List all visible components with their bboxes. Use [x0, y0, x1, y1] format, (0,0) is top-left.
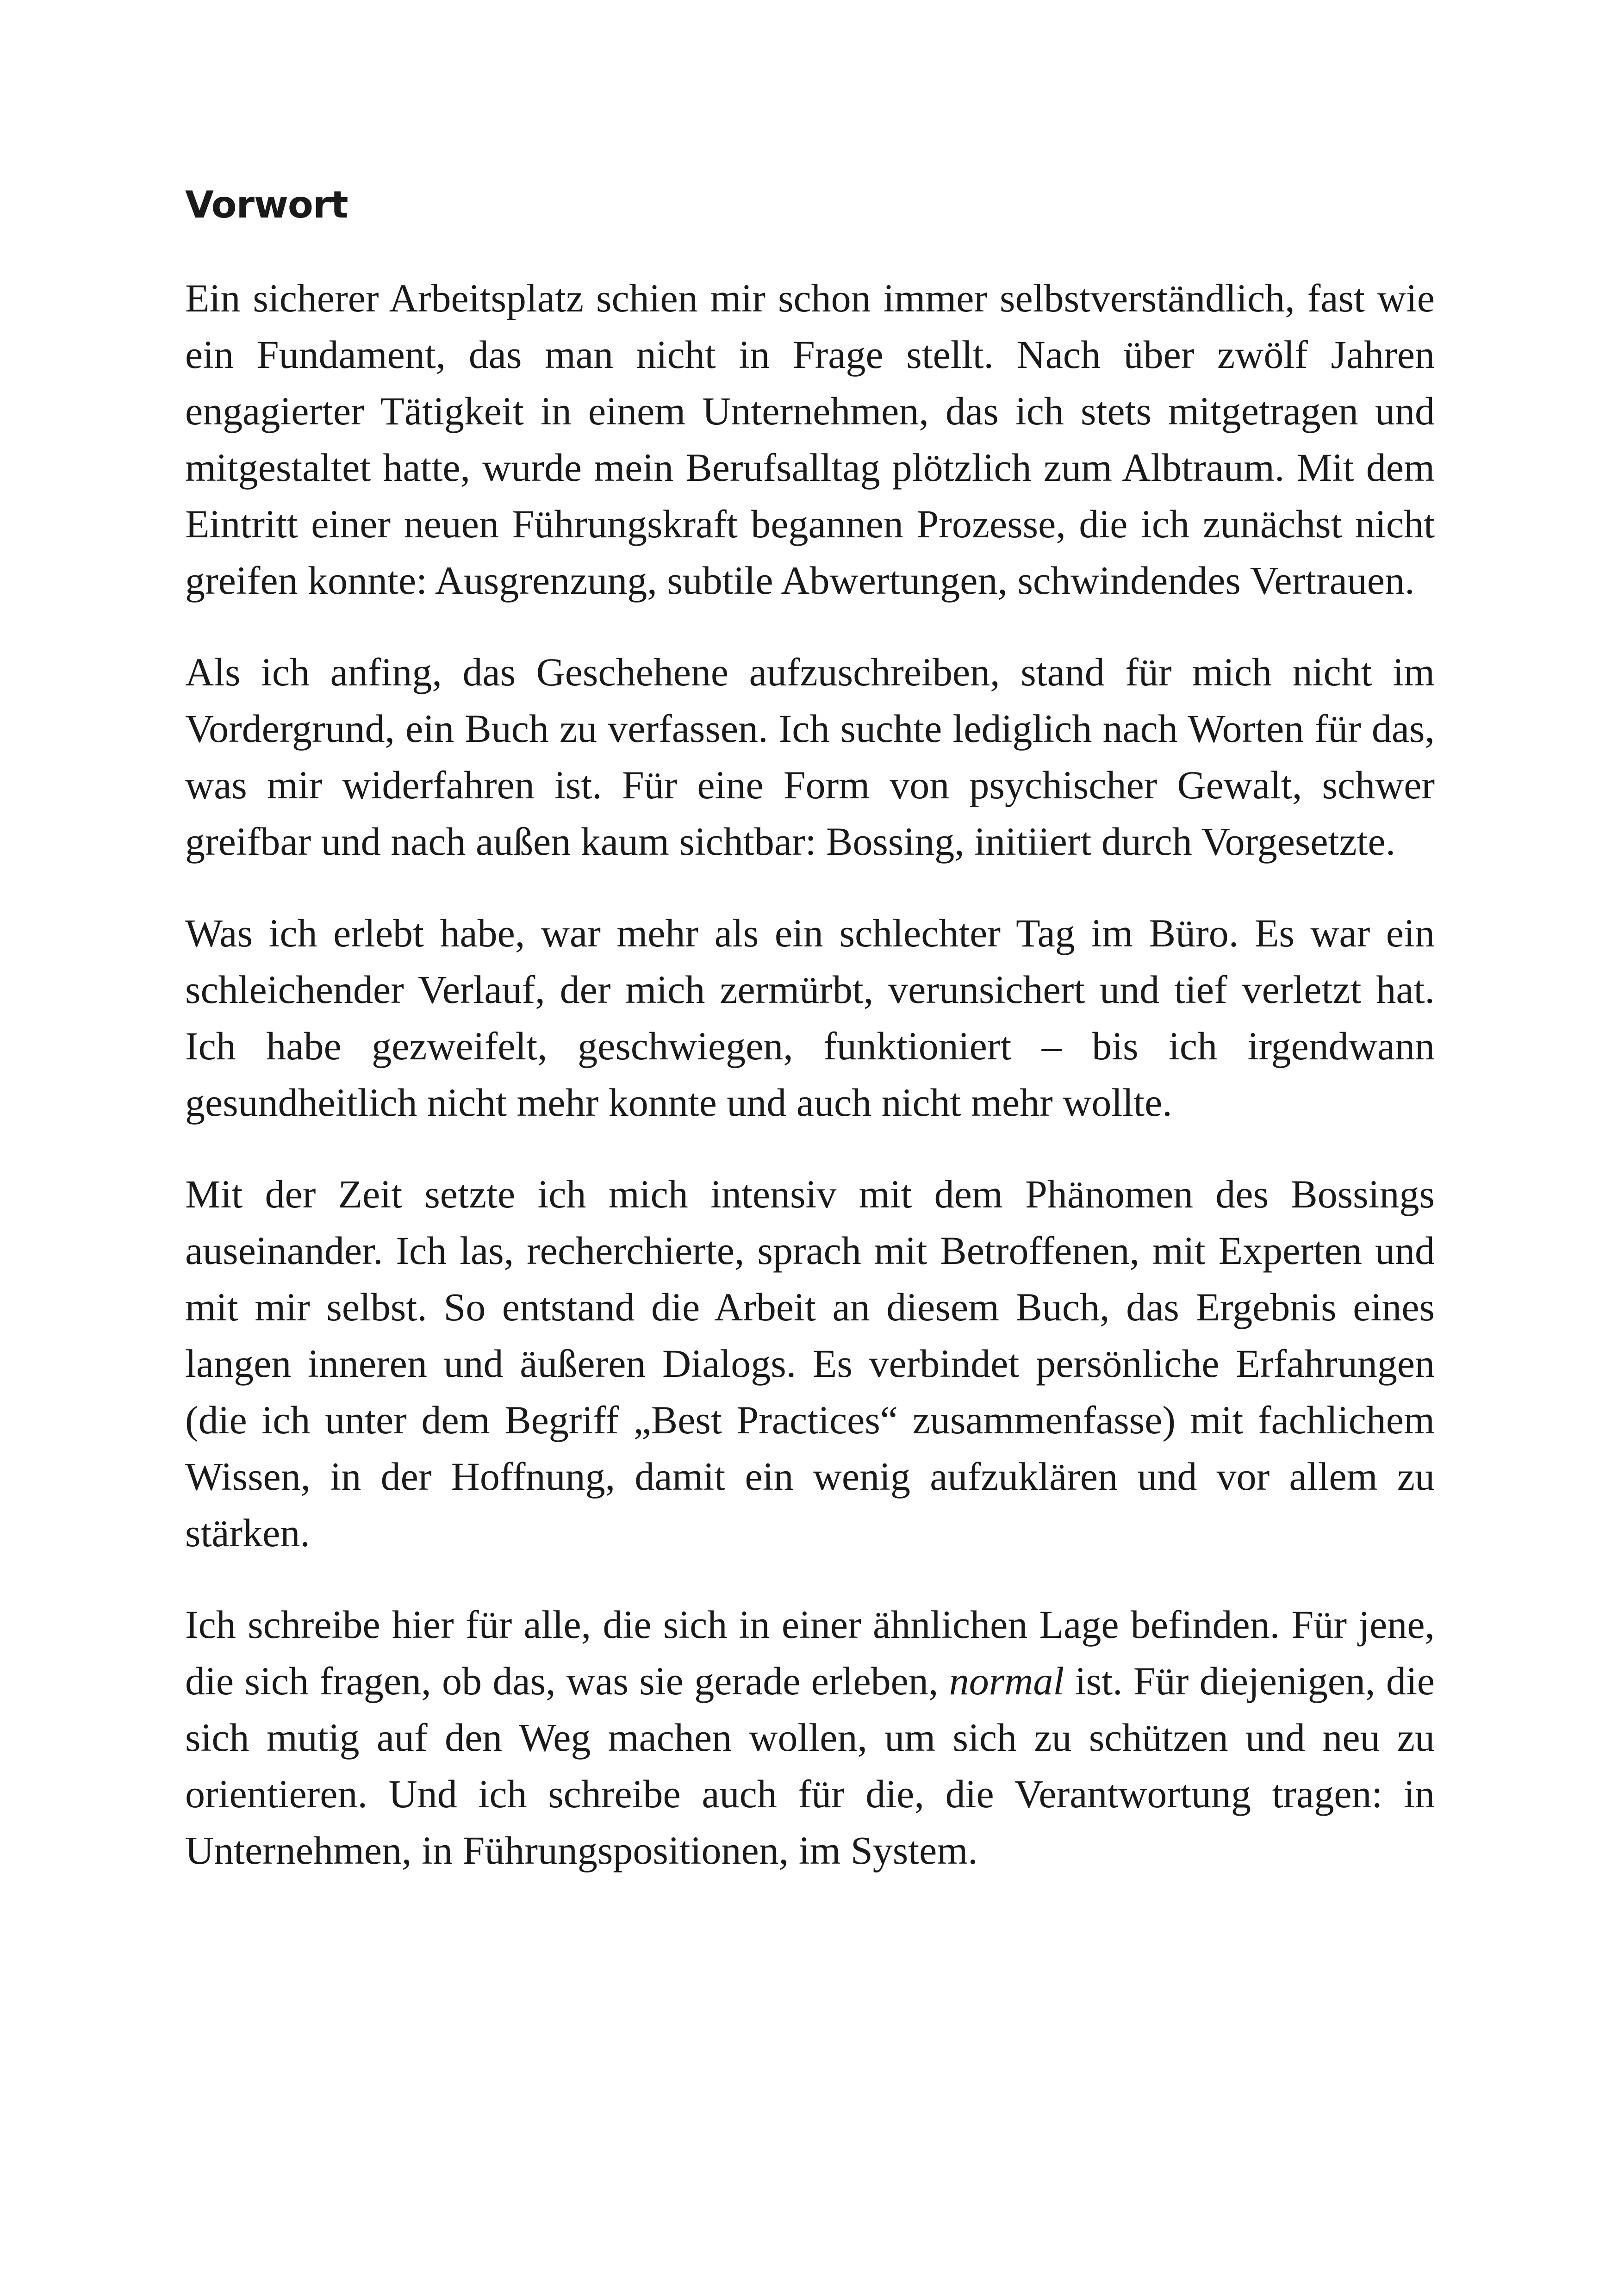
page-title: Vorwort	[185, 183, 348, 226]
paragraph-5-before: Ich schreibe hier für alle, die sich in einer ähnlichen Lage befinden. Für jene, die sich fragen, ob das, was sie gerade erleben,	[185, 1602, 1435, 1703]
page-content	[185, 183, 1435, 1914]
emphasized-word: normal	[949, 1659, 1064, 1703]
paragraph-5	[185, 1596, 1435, 1879]
paragraph-3: Was ich erlebt habe, war mehr als ein schlechter Tag im Büro. Es war ein schleichender Verlauf, der mich zermürbt, verunsichert und tief verletzt hat. Ich habe gezweifelt, geschwiegen, funktioniert – bis ich irgendwann gesundheitlich nicht mehr konnte und auch nicht mehr wollte.	[185, 911, 1435, 1125]
paragraph-1: Ein sicherer Arbeitsplatz schien mir schon immer selbstverständlich, fast wie ein Fundament, das man nicht in Frage stellt. Nach über zwölf Jahren engagierter Tätigkeit in einem Unternehmen, das ich stets mitgetragen und mitgestaltet hatte, wurde mein Berufsalltag plötzlich zum Albtraum. Mit dem Eintritt einer neuen Führungskraft begannen Prozesse, die ich zunächst nicht greifen konnte: Ausgrenzung, subtile Abwertungen, schwindendes Vertrauen.	[185, 276, 1435, 603]
paragraph-4: Mit der Zeit setzte ich mich intensiv mit dem Phänomen des Bossings auseinander. Ich las, recherchierte, sprach mit Betroffenen, mit Experten und mit mir selbst. So entstand die Arbeit an diesem Buch, das Ergebnis eines langen inneren und äußeren Dialogs. Es verbindet persönliche Erfahrungen (die ich unter dem Begriff „Best Practices“ zusammenfasse) mit fachlichem Wissen, in der Hoffnung, damit ein wenig aufzuklären und vor allem zu stärken.	[185, 1172, 1435, 1555]
paragraph-2: Als ich anfing, das Geschehene aufzuschreiben, stand für mich nicht im Vordergrund, ein Buch zu verfassen. Ich suchte lediglich nach Worten für das, was mir widerfahren ist. Für eine Form von psychischer Gewalt, schwer greifbar und nach außen kaum sichtbar: Bossing, initiiert durch Vorgesetzte.	[185, 650, 1435, 864]
paragraph-5-after: ist. Für diejenigen, die sich mutig auf den Weg machen wollen, um sich zu schützen und neu zu orientieren. Und ich schreibe auch für die, die Verantwortung tragen: in Unternehmen, in Führungspositionen, im System.	[185, 1659, 1435, 1873]
